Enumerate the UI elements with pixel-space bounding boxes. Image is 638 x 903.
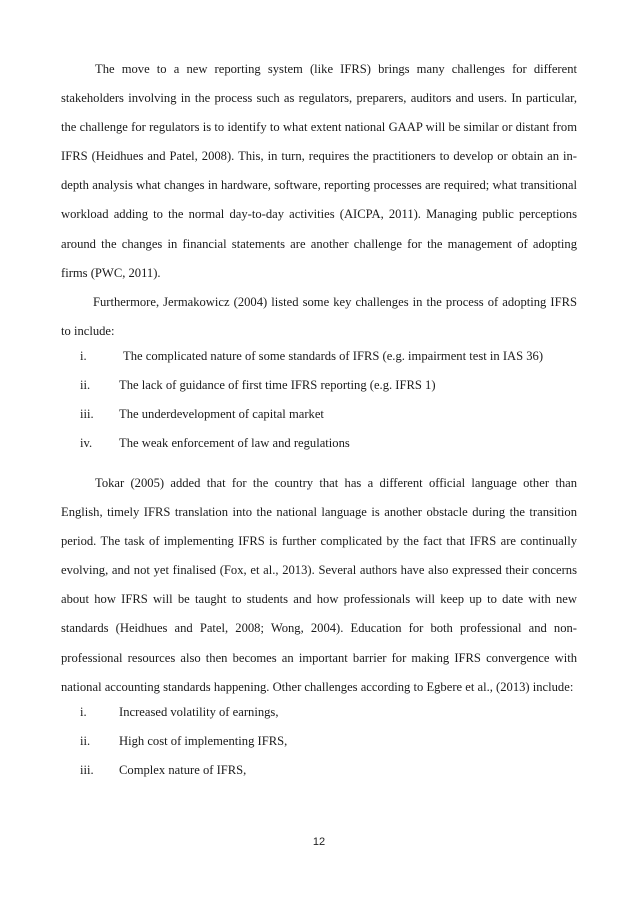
list-item-text: The lack of guidance of first time IFRS reporting (e.g. IFRS 1) (119, 378, 436, 392)
page-number: 12 (312, 836, 326, 848)
list-item-number: iii. (80, 407, 94, 421)
list-item (0, 760, 638, 780)
list-item (0, 731, 638, 751)
list-item-text: The underdevelopment of capital market (119, 407, 324, 421)
list-item (0, 702, 638, 722)
paragraph-tokar (61, 469, 577, 702)
list-item-text: Complex nature of IFRS, (119, 763, 247, 777)
list-item-number: iii. (80, 763, 94, 777)
list-item-number: ii. (80, 378, 91, 392)
paragraph-text: Tokar (2005) added that for the country that has a different official language other than English, timely IFRS translation into the national language is another obstacle during the transition period. The task of implementing IFRS is further complicated by the fact that IFRS are continually evolving, and not yet finalised (Fox, et al., 2013). Several authors have also expressed their concerns about how IFRS will be taught to students and how professionals will keep up to date with new standards (Heidhues and Patel, 2008; Wong, 2004). Education for both professional and non-professional resources also then becomes an important barrier for making IFRS convergence with national accounting standards happening. Other challenges according to Egbere et al., (2013) include: (61, 476, 577, 694)
paragraph-ifrs-challenges (61, 55, 577, 288)
list-item-text: The weak enforcement of law and regulations (119, 436, 350, 450)
list-item (0, 404, 638, 424)
list-item-text: The complicated nature of some standards of IFRS (e.g. impairment test in IAS 36) (123, 349, 544, 363)
list-item-number: iv. (80, 436, 93, 450)
list-item (0, 346, 638, 366)
list-item-text: High cost of implementing IFRS, (119, 734, 288, 748)
list-item-number: i. (80, 349, 87, 363)
list-item (0, 433, 638, 453)
list-item-number: ii. (80, 734, 91, 748)
list-item-text: Increased volatility of earnings, (119, 705, 279, 719)
list-item (0, 375, 638, 395)
paragraph-text: The move to a new reporting system (like IFRS) brings many challenges for different stakeholders involving in the process such as regulators, preparers, auditors and users. In particular, the challenge for regulators is to identify to what extent national GAAP will be similar or distant from IFRS (Heidhues and Patel, 2008). This, in turn, requires the practitioners to develop or obtain an in-depth analysis what changes in hardware, software, reporting processes are required; what transitional workload adding to the normal day-to-day activities (AICPA, 2011). Managing public perceptions around the changes in financial statements are another challenge for the management of adopting firms (PWC, 2011). (61, 62, 577, 280)
paragraph-text: Furthermore, Jermakowicz (2004) listed some key challenges in the process of adopting IFRS to include: (61, 295, 577, 339)
paragraph-jermakowicz (61, 288, 577, 346)
list-item-number: i. (80, 705, 87, 719)
